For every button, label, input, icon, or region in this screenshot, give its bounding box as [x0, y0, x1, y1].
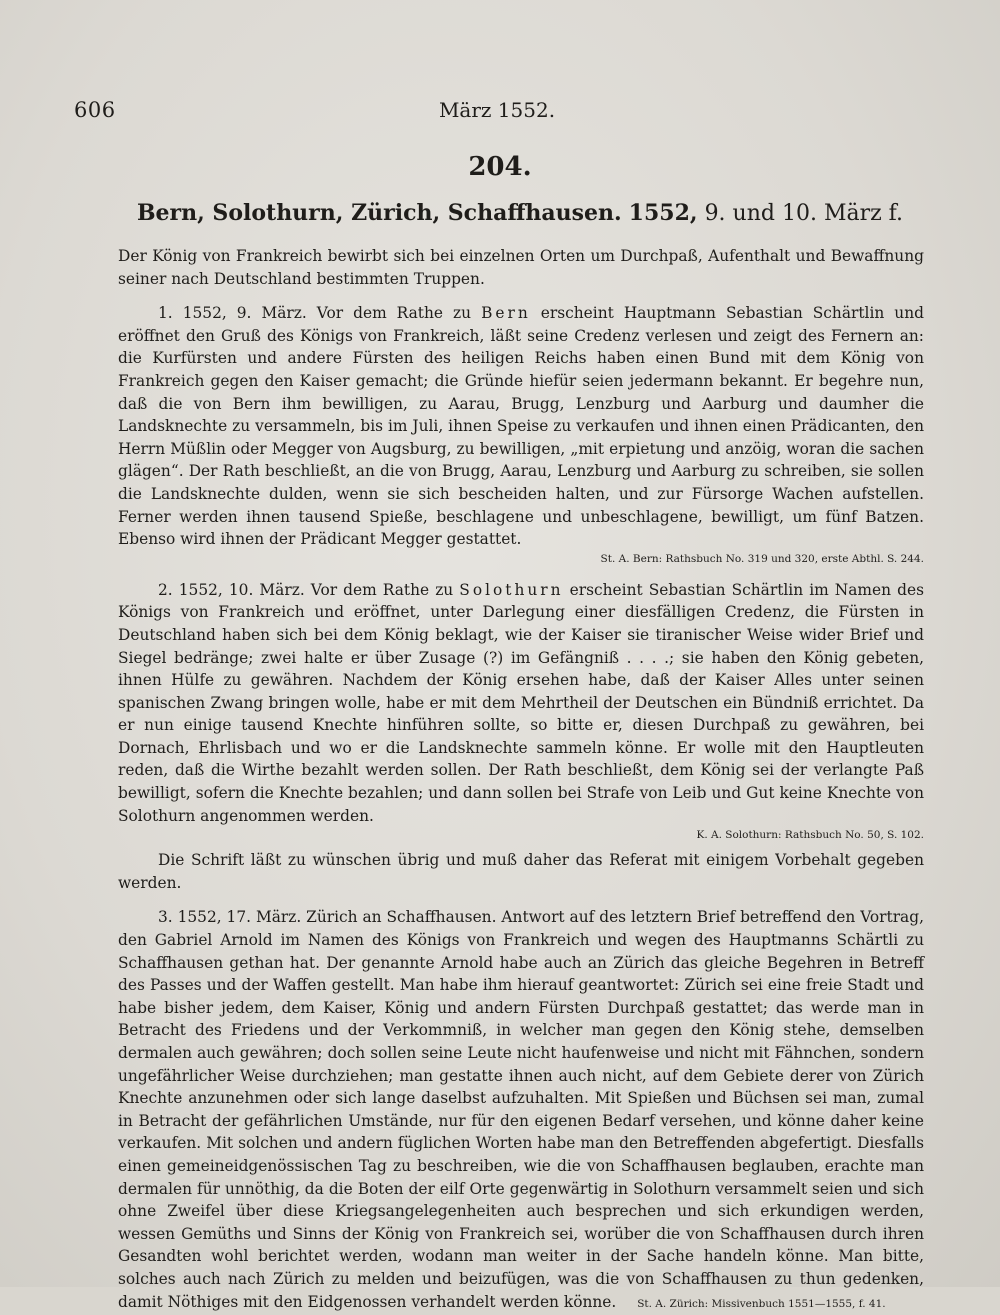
entry-text: erscheint Sebastian Schärtlin im Namen des Königs von Frankreich und eröffnet, unter Darlegung einer diesfälligen Credenz, die Fürsten in Deutschland haben sich bei dem König beklagt, wie der Kaiser sie tiranischer Weise wider Brief und Siegel bedränge; zwei halte er über Zusage (?) im Gefängniß . . . .; sie haben den König gebeten, ihnen Hülfe zu gewähren. Nachdem der König ersehen habe, daß der Kaiser Alles unter seinen spanischen Zwang bringen wolle, habe er mit dem Mehrtheil der Deutschen ein Bündniß errichtet. Da er nun einige tausend Knechte hinführen sollte, so bitte er, diesen Durchpaß zu gewähren, bei Dornach, Ehrlisbach und wo er die Landsknechte sammeln könne. Er wolle mit den Hauptleuten reden, daß die Wirthe bezahlt werden sollen. Der Rath beschließt, dem König sei der verlangte Paß bewilligt, sofern die Knechte bezahlen; und dann sollen bei Strafe von Leib und Gut keine Knechte von Solothurn angenommen werden. — [118, 580, 924, 825]
entry-text-before: Vor dem Rathe zu — [316, 304, 472, 323]
entry-place: Solothurn — [459, 580, 564, 599]
entry-date: 1. 1552, 9. März. — [158, 304, 307, 323]
entry-text: erscheint Hauptmann Sebastian Schärtlin und eröffnet den Gruß des Königs von Frankreich, läßt seine Credenz verlesen und zeigt des Fernern an: die Kurfürsten und andere Fürsten des heiligen Reichs haben einen Bund mit dem König von Frankreich gegen den Kaiser gemacht; die Gründe hiefür seien jedermann bekannt. Er begehre nun, daß die von Bern ihm bewilligen, zu Aarau, Brugg, Lenzburg und Aarburg und daumher die Landsknechte zu versammeln, bis im Juli, ihnen Speise zu verkaufen und ihnen einen Prädicanten, den Herrn Müßlin oder Megger von Augsburg, zu bewilligen, „mit erpietung und anzöig, woran die sachen glägen“. Der Rath beschließt, an die von Brugg, Aarau, Lenzburg und Aarburg zu schreiben, sie sollen die Landsknechte dulden, wenn sie sich bescheiden halten, und zur Fürsorge Wachen aufstellen. Ferner werden ihnen tausend Spieße, beschlagene und unbeschlagene, bewilligt, um fünf Batzen. Ebenso wird ihnen der Prädicant Megger gestattet. — [118, 304, 924, 549]
entry-place: Bern — [481, 304, 531, 323]
entry-source: St. A. Bern: Rathsbuch No. 319 und 320, erste Abthl. S. 244. — [600, 552, 924, 565]
document-body — [118, 245, 924, 1315]
title-places: Bern, Solothurn, Zürich, Schaffhausen. — [136, 200, 622, 226]
title-dates: 9. und 10. März f. — [704, 201, 904, 226]
editorial-note: Die Schrift läßt zu wünschen übrig und muß daher das Referat mit einigem Vorbehalt gegeben werden. — [118, 851, 924, 892]
entry-3 — [118, 906, 924, 1315]
page-number: 606 — [74, 98, 116, 122]
document-title — [120, 200, 920, 226]
entry-text: Antwort auf des letztern Brief betreffend den Vortrag, den Gabriel Arnold im Namen des Königs von Frankreich und wegen des Hauptmanns Schärtli zu Schaffhausen gethan hat. Der genannte Arnold habe auch an Zürich das gleiche Begehren in Betreff des Passes und der Waffen gestellt. Man habe ihm hierauf geantwortet: Zürich sei eine freie Stadt und habe bisher jedem, dem Kaiser, König und andern Fürsten Durchpaß gestattet; das werde man in Betracht des Friedens und der Verkommniß, in welcher man gegen den König stehe, demselben dermalen auch gewähren; doch sollen seine Leute nicht haufenweise und nicht mit Fähnchen, sondern ungefährlicher Weise durchziehen; man gestatte ihnen auch nicht, auf dem Gebiete derer von Zürich Knechte anzunehmen oder sich lange daselbst aufzuhalten. Mit Spießen und Büchsen sei man, zumal in Betracht der gefährlichen Umstände, nur für den eigenen Bedarf versehen, und könne daher keine verkaufen. Mit solchen und andern füglichen Worten habe man den Betreffenden abgefertigt. Diesfalls einen gemeineidgenössischen Tag zu beschreiben, wie die von Schaffhausen beglauben, erachte man dermalen für unnöthig, da die Boten der eilf Orte gegenwärtig in Solothurn versammelt seien und sich ohne Zweifel über diese Kriegsangelegenheiten auch besprechen und sich erkundigen werden, wessen Gemüths und Sinns der König von Frankreich sei, worüber die von Schaffhausen durch ihren Gesandten wohl berichtet werden, wodann man weiter in der Sache handeln könne. Man bitte, solches auch nach Zürich zu melden und beizufügen, was die von Schaffhausen zu thun gedenken, damit Nöthiges mit den Eidgenossen verhandelt werden könne. — [118, 908, 924, 1311]
entry-text-before: Vor dem Rathe zu — [310, 580, 454, 599]
entry-source: St. A. Zürich: Missivenbuch 1551—1555, f. 41. — [637, 1297, 886, 1310]
page-header — [74, 98, 920, 138]
title-year: 1552, — [628, 200, 698, 226]
document-number: 204. — [468, 152, 532, 182]
running-head: März 1552. — [438, 98, 556, 122]
entry-2 — [118, 579, 924, 828]
entry-text-before: Zürich an Schaffhausen. — [306, 908, 497, 927]
entry-source: K. A. Solothurn: Rathsbuch No. 50, S. 102. — [696, 829, 924, 842]
entry-date: 3. 1552, 17. März. — [158, 908, 302, 927]
entry-date: 2. 1552, 10. März. — [158, 580, 305, 599]
document-summary: Der König von Frankreich bewirbt sich bei einzelnen Orten um Durchpaß, Aufenthalt und Bewaffnung seiner nach Deutschland bestimmten Truppen. — [118, 247, 924, 288]
entry-1 — [118, 302, 924, 551]
